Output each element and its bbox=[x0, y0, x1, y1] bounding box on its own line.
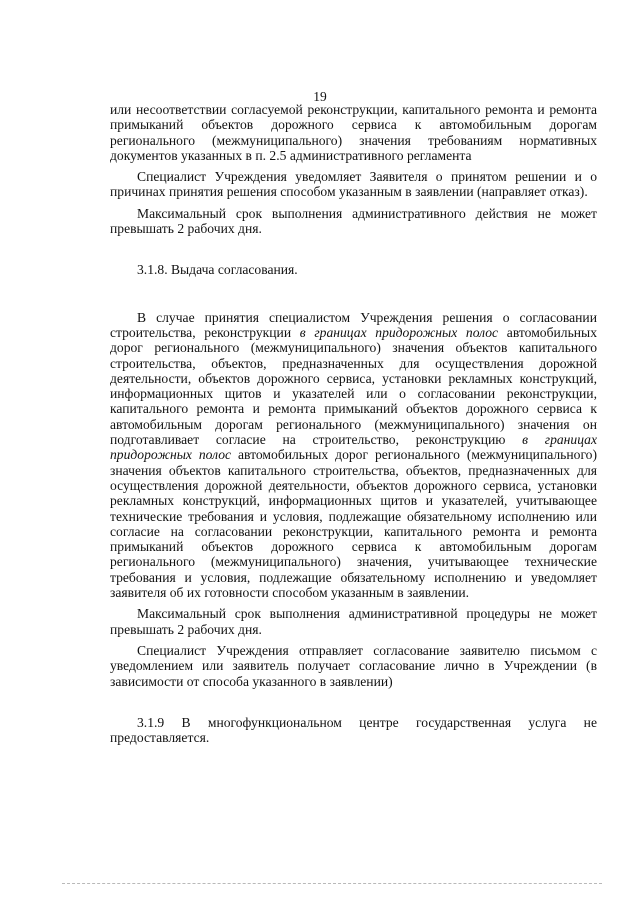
section-heading-3-1-8: 3.1.8. Выдача согласования. bbox=[137, 262, 298, 278]
footer-divider bbox=[62, 883, 602, 885]
paragraph-notify-applicant: Специалист Учреждения уведомляет Заявителя о принятом решении и о причинах принятия решения способом указанным в заявлении (направляет отказ). bbox=[110, 169, 597, 200]
page-number: 19 bbox=[313, 89, 327, 104]
paragraph-rejection-reasons: или несоответствии согласуемой реконструкции, капитального ремонта и ремонта примыканий объектов дорожного сервиса к автомобильным дорогам регионального (межмуниципального) значения требованиям нормативных документов указанных в п. 2.5 административного регламента bbox=[110, 102, 597, 163]
approval-text-part-2: автомобильных дорог регионального (межмуниципального) значения объектов капитального строительства, объектов, предназначенных для осуществления дорожной деятельности, объектов дорожного сервиса, установки рекламных конструкций, информационных щитов и указателей или о согласовании реконструкции, капитального ремонта и ремонта примыканий объектов дорожного сервиса к автомобильным дорогам регионального (межмуниципального) значения он подготавливает согласие на строительство, реконструкцию bbox=[110, 324, 597, 448]
approval-text-italic-1: в границах придорожных полос bbox=[299, 324, 499, 340]
paragraph-max-term-action: Максимальный срок выполнения административного действия не может превышать 2 рабочих дня. bbox=[110, 205, 597, 237]
document-body bbox=[110, 102, 597, 745]
paragraph-delivery-method: Специалист Учреждения отправляет согласование заявителю письмом с уведомлением или заявитель получает согласование лично в Учреждении (в зависимости от способа указанного в заявлении) bbox=[110, 642, 597, 689]
approval-text-part-1: В случае принятия специалистом Учреждения решения о согласовании строительства, реконструкции bbox=[110, 309, 597, 340]
paragraph-approval-issuance bbox=[110, 310, 597, 601]
section-3-1-9: 3.1.9 В многофункциональном центре государственная услуга не предоставляется. bbox=[110, 714, 597, 746]
paragraph-max-term-procedure: Максимальный срок выполнения административной процедуры не может превышать 2 рабочих дня. bbox=[110, 606, 597, 637]
approval-text-italic-2: в границах придорожных полос bbox=[110, 432, 598, 463]
approval-text-part-3: автомобильных дорог регионального (межмуниципального) значения объектов капитального строительства, объектов, предназначенных для осуществления дорожной деятельности, объектов дорожного сервиса, установки рекламных конструкций, информационных щитов и указателей, учитывающее технические требования и условия, подлежащие обязательному исполнению или согласие на согласовании реконструкции, капитального ремонта и ремонта примыканий объектов дорожного сервиса к автомобильным дорогам регионального (межмуниципального) значения, учитывающее технические требования и условия, подлежащие обязательному исполнению и уведомляет заявителя об их готовности способом указанным в заявлении. bbox=[110, 447, 597, 601]
